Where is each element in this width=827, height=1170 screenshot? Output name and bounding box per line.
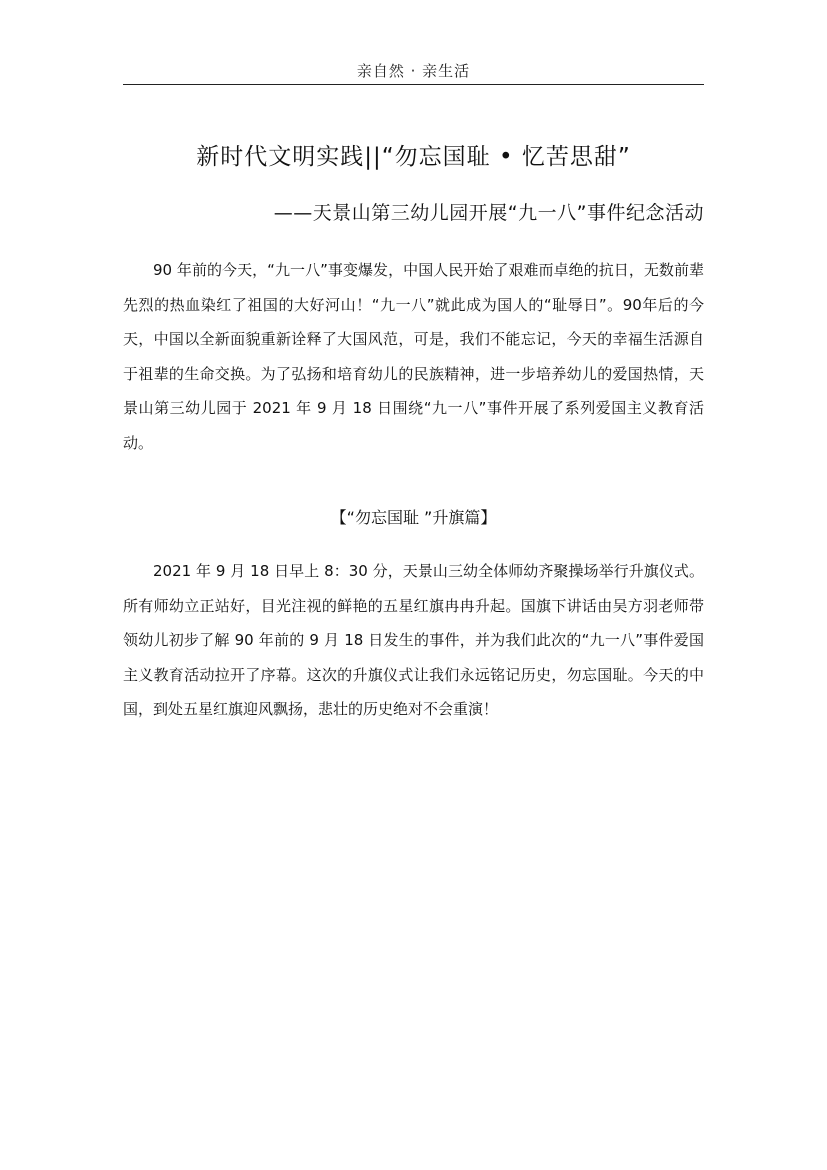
paragraph-flag-raising: 2021 年 9 月 18 日早上 8：30 分，天景山三幼全体师幼齐聚操场举行升旗仪式。所有师幼立正站好，目光注视的鲜艳的五星红旗冉冉升起。国旗下讲话由吴方羽老师带领幼儿初步了解 90 年前的 9 月 18 日发生的事件，并为我们此次的“九一八”事件爱国主义教育活动拉开了序幕。这次的升旗仪式让我们永远铭记历史，勿忘国耻。今天的中国，到处五星红旗迎风飘扬，悲壮的历史绝对不会重演！ [123,562,704,719]
page-header: 亲自然 · 亲生活 [356,62,471,80]
article-subtitle: ——天景山第三幼儿园开展“九一八”事件纪念活动 [273,202,704,224]
paragraph-intro: 90 年前的今天，“九一八”事变爆发，中国人民开始了艰难而卓绝的抗日，无数前辈先烈的热血染红了祖国的大好河山！“九一八”就此成为国人的“耻辱日”。90年后的今天，中国以全新面貌重新诠释了大国风范，可是，我们不能忘记，今天的幸福生活源自于祖辈的生命交换。为了弘扬和培育幼儿的民族精神，进一步培养幼儿的爱国热情，天景山第三幼儿园于 2021 年 9 月 18 日围绕“九一八”事件开展了系列爱国主义教育活动。 [123,261,704,452]
section-heading: 【“勿忘国耻 ”升旗篇】 [330,508,497,527]
article-title: 新时代文明实践||“勿忘国耻 • 忆苦思甜” [196,144,631,170]
header-divider [123,84,704,85]
